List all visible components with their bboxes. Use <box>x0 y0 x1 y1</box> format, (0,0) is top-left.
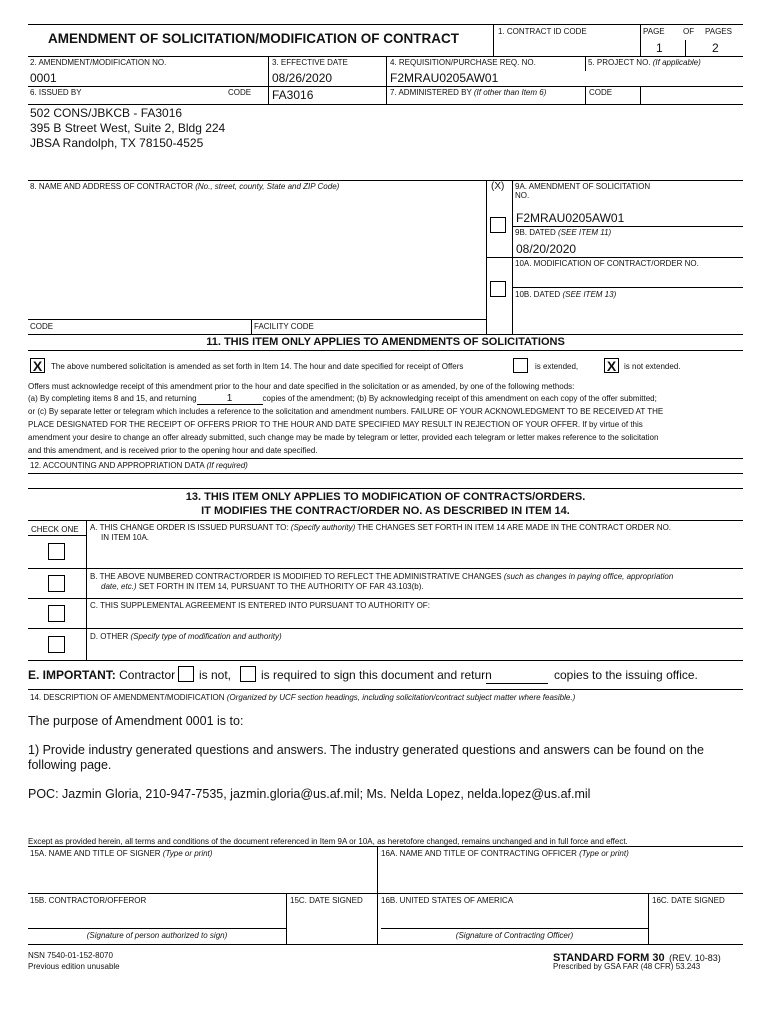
section-13-title-2: IT MODIFIES THE CONTRACT/ORDER NO. AS DESCRIBED IN ITEM 14. <box>201 505 570 517</box>
change-order-checkbox[interactable] <box>48 543 65 560</box>
dated-9b-label: 9B. DATED (SEE ITEM 11) <box>515 228 612 237</box>
section-13-c: C. THIS SUPPLEMENTAL AGREEMENT IS ENTERED INTO PURSUANT TO AUTHORITY OF: <box>90 601 430 610</box>
contractor-signature-line[interactable] <box>28 928 286 929</box>
important-label: E. IMPORTANT: <box>28 668 116 682</box>
issued-by-code-value: FA3016 <box>272 88 314 102</box>
is-not-extended-checkbox[interactable]: X <box>604 358 619 373</box>
section-13-b-line2: date, etc.) SET FORTH IN ITEM 14, PURSUANT TO THE AUTHORITY OF FAR 43.103(b). <box>101 582 424 591</box>
section-13-a-line2: IN ITEM 10A. <box>101 533 150 542</box>
is-extended-label: is extended, <box>535 362 579 371</box>
issued-by-code-label: CODE <box>228 88 252 97</box>
contract-modification-checkbox[interactable] <box>490 281 506 297</box>
amendment-solicitation-label-no: NO. <box>515 191 530 200</box>
nsn-number: NSN 7540-01-152-8070 <box>28 951 113 960</box>
description-purpose: The purpose of Amendment 0001 is to: <box>28 714 244 728</box>
copies-return-field[interactable] <box>486 683 548 684</box>
section-11-para-2: (a) By completing items 8 and 15, and returning 1 copies of the amendment; (b) By acknowledging receipt of this amendment on each copy of the offer submitted; <box>28 393 657 404</box>
dated-10b-label: 10B. DATED (SEE ITEM 13) <box>515 290 617 299</box>
description-poc: POC: Jazmin Gloria, 210-947-7535, jazmin.gloria@us.af.mil; Ms. Nelda Lopez, nelda.lopez@us.af.mil <box>28 787 591 801</box>
pages-value: 2 <box>712 41 719 55</box>
issued-by-line-2: 395 B Street West, Suite 2, Bldg 224 <box>30 121 226 135</box>
description-item-1a: 1) Provide industry generated questions and answers. The industry generated questions and answers can be found on the <box>28 743 704 757</box>
modification-contract-label: 10A. MODIFICATION OF CONTRACT/ORDER NO. <box>515 259 699 268</box>
issued-by-line-3: JBSA Randolph, TX 78150-4525 <box>30 136 204 150</box>
facility-code-label: FACILITY CODE <box>254 322 314 331</box>
check-one-label: CHECK ONE <box>31 525 79 534</box>
standard-form-title: STANDARD FORM 30 (REV. 10-83) <box>553 952 721 964</box>
effective-date-label: 3. EFFECTIVE DATE <box>272 58 348 67</box>
is-not-label: is not, <box>199 668 232 682</box>
prescribed-by: Prescribed by GSA FAR (48 CFR) 53.243 <box>553 962 701 971</box>
section-11-para-5: amendment your desire to change an offer already submitted, such change may be made by telegram or letter, provided each telegram or letter makes reference to the solicitation <box>28 433 659 442</box>
amendment-no-value: 0001 <box>30 71 57 85</box>
form-title: AMENDMENT OF SOLICITATION/MODIFICATION OF CONTRACT <box>48 31 459 46</box>
contractor-address-label: 8. NAME AND ADDRESS OF CONTRACTOR (No., street, county, State and ZIP Code) <box>30 182 340 191</box>
page-label: PAGE <box>643 27 665 36</box>
solicitation-amendment-checkbox[interactable] <box>490 217 506 233</box>
description-label: 14. DESCRIPTION OF AMENDMENT/MODIFICATION (Organized by UCF section headings, including solicitation/contract subject matter where feasible.) <box>30 693 576 702</box>
requisition-value: F2MRAU0205AW01 <box>390 71 499 85</box>
signature-person-caption: (Signature of person authorized to sign) <box>86 931 228 940</box>
section-11-para-4: PLACE DESIGNATED FOR THE RECEIPT OF OFFERS PRIOR TO THE HOUR AND DATE SPECIFIED MAY RESULT IN REJECTION OF YOUR OFFER. If by virtue of this <box>28 420 643 429</box>
signer-name-label: 15A. NAME AND TITLE OF SIGNER (Type or print) <box>30 849 213 858</box>
section-11-para-6: and this amendment, and is received prior to the opening hour and date specified. <box>28 446 318 455</box>
administrative-changes-checkbox[interactable] <box>48 575 65 592</box>
united-states-label: 16B. UNITED STATES OF AMERICA <box>381 896 514 905</box>
except-provided-text: Except as provided herein, all terms and conditions of the document referenced in Item 9A or 10A, as heretofore changed, remains unchanged and in full force and effect. <box>28 837 628 846</box>
dated-9b-value: 08/20/2020 <box>516 242 577 256</box>
other-modification-checkbox[interactable] <box>48 636 65 653</box>
contractor-label: Contractor <box>119 668 176 682</box>
administered-by-label: 7. ADMINISTERED BY (If other than Item 6) <box>390 88 547 97</box>
section-11-para-1: Offers must acknowledge receipt of this amendment prior to the hour and date specified in the solicitation or as amended, by one of the following methods: <box>28 382 575 391</box>
of-label: OF <box>683 27 695 36</box>
contractor-offeror-label: 15B. CONTRACTOR/OFFEROR <box>30 896 147 905</box>
x-label: (X) <box>491 181 505 192</box>
amendment-solicitation-value: F2MRAU0205AW01 <box>516 211 625 225</box>
previous-edition: Previous edition unusable <box>28 962 120 971</box>
section-13-title-1: 13. THIS ITEM ONLY APPLIES TO MODIFICATION OF CONTRACTS/ORDERS. <box>185 491 586 503</box>
section-11-para-3: or (c) By separate letter or telegram which includes a reference to the solicitation and amendment numbers. FAILURE OF YOUR ACKNOWLEDGMENT TO BE RECEIVED AT THE <box>28 407 664 416</box>
contract-id-code-label: 1. CONTRACT ID CODE <box>498 27 587 36</box>
section-11-title: 11. THIS ITEM ONLY APPLIES TO AMENDMENTS OF SOLICITATIONS <box>206 336 565 348</box>
officer-signature-line[interactable] <box>381 928 648 929</box>
administered-code-label: CODE <box>589 88 613 97</box>
section-13-b-line1: B. THE ABOVE NUMBERED CONTRACT/ORDER IS MODIFIED TO REFLECT THE ADMINISTRATIVE CHANGES (such as changes in paying office, appropriation <box>90 572 674 581</box>
pages-label: PAGES <box>705 27 732 36</box>
is-required-label: is required to sign this document and return <box>261 668 492 682</box>
copies-count: 1 <box>197 394 263 405</box>
is-not-extended-label: is not extended. <box>624 362 681 371</box>
section-13-a-line1: A. THIS CHANGE ORDER IS ISSUED PURSUANT TO: (Specify authority) THE CHANGES SET FORTH IN ITEM 14 ARE MADE IN THE CONTRACT ORDER NO. <box>90 523 672 532</box>
issued-by-label: 6. ISSUED BY <box>30 88 82 97</box>
section-11-line1: The above numbered solicitation is amended as set forth in Item 14. The hour and date specified for receipt of Offers <box>51 362 464 371</box>
project-no-label: 5. PROJECT NO. (If applicable) <box>588 58 701 67</box>
signature-officer-caption: (Signature of Contracting Officer) <box>455 931 574 940</box>
officer-date-signed-label: 16C. DATE SIGNED <box>652 896 725 905</box>
contractor-date-signed-label: 15C. DATE SIGNED <box>290 896 363 905</box>
contractor-code-label: CODE <box>30 322 54 331</box>
important-row <box>28 668 175 682</box>
amendment-solicitation-label: 9A. AMENDMENT OF SOLICITATION <box>515 182 651 191</box>
is-not-checkbox[interactable] <box>178 666 194 682</box>
is-extended-checkbox[interactable] <box>513 358 528 373</box>
is-required-checkbox[interactable] <box>240 666 256 682</box>
amendment-no-label: 2. AMENDMENT/MODIFICATION NO. <box>30 58 167 67</box>
issued-by-line-1: 502 CONS/JBKCB - FA3016 <box>30 106 183 120</box>
effective-date-value: 08/26/2020 <box>272 71 333 85</box>
section-13-d: D. OTHER (Specify type of modification and authority) <box>90 632 282 641</box>
supplemental-agreement-checkbox[interactable] <box>48 605 65 622</box>
description-item-1b: following page. <box>28 758 112 772</box>
requisition-label: 4. REQUISITION/PURCHASE REQ. NO. <box>390 58 536 67</box>
accounting-data-label: 12. ACCOUNTING AND APPROPRIATION DATA (If required) <box>30 461 248 470</box>
solicitation-amended-checkbox[interactable]: X <box>30 358 45 373</box>
page-value: 1 <box>656 41 663 55</box>
officer-name-label: 16A. NAME AND TITLE OF CONTRACTING OFFICER (Type or print) <box>381 849 629 858</box>
copies-issuing-label: copies to the issuing office. <box>554 668 698 682</box>
